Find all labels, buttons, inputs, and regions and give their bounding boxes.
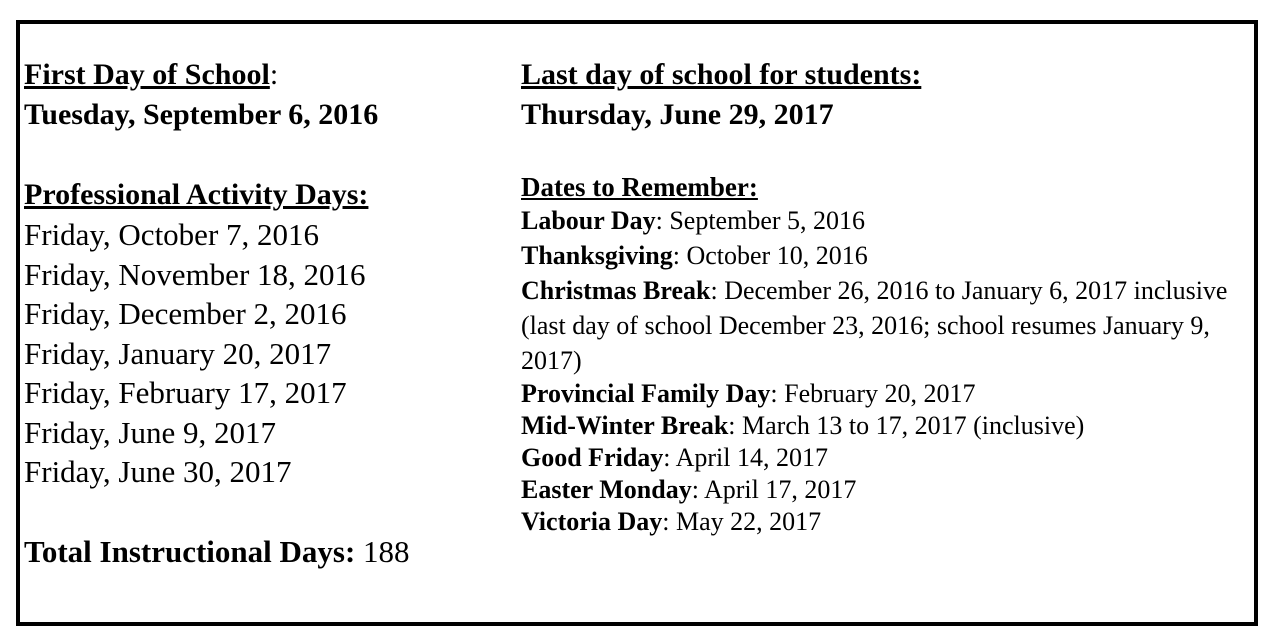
dates-to-remember-heading: Dates to Remember: (521, 172, 758, 202)
first-day-heading: First Day of School: (24, 58, 279, 91)
pa-day-item: Friday, December 2, 2016 (24, 296, 347, 331)
pa-day-item: Friday, October 7, 2016 (24, 217, 320, 252)
date-item-christmas-break: Christmas Break: December 26, 2016 to January 6, 2017 inclusive (last day of school December 23, 2016; school resumes January 9, 2017) (521, 276, 1228, 375)
date-item-good-friday: Good Friday: April 14, 2017 (521, 443, 828, 472)
last-day-date: Thursday, June 29, 2017 (521, 98, 834, 131)
date-item-labour-day: Labour Day: September 5, 2016 (521, 206, 866, 235)
pa-days-heading: Professional Activity Days: (24, 178, 369, 211)
first-day-date: Tuesday, September 6, 2016 (24, 98, 379, 131)
date-item-easter-monday: Easter Monday: April 17, 2017 (521, 475, 857, 504)
pa-day-item: Friday, February 17, 2017 (24, 375, 347, 410)
pa-day-item: Friday, June 30, 2017 (24, 454, 292, 489)
right-column (521, 55, 1261, 538)
pa-day-item: Friday, January 20, 2017 (24, 335, 332, 371)
left-column (24, 55, 494, 571)
date-item-victoria-day: Victoria Day: May 22, 2017 (521, 507, 822, 536)
pa-day-item: Friday, November 18, 2016 (24, 256, 366, 292)
total-instructional-days: Total Instructional Days: 188 (24, 533, 410, 569)
pa-day-item: Friday, June 9, 2017 (24, 414, 276, 450)
date-item-family-day: Provincial Family Day: February 20, 2017 (521, 379, 976, 408)
date-item-mid-winter-break: Mid-Winter Break: March 13 to 17, 2017 (inclusive) (521, 411, 1085, 440)
date-item-thanksgiving: Thanksgiving: October 10, 2016 (521, 241, 868, 270)
last-day-heading: Last day of school for students: (521, 58, 922, 91)
